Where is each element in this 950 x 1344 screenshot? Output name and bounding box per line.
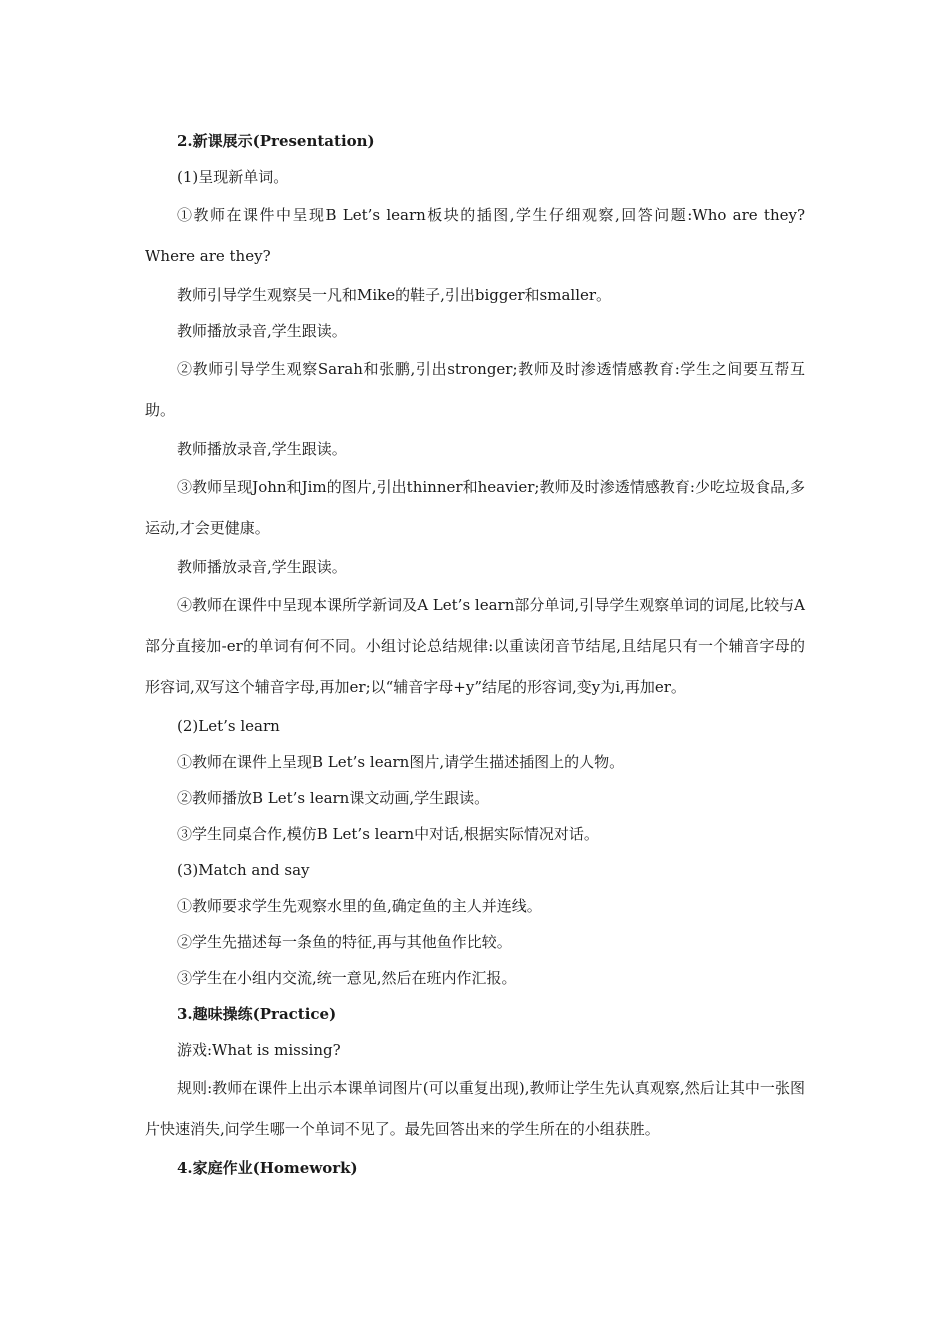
subheading-lets-learn: (2)Let’s learn bbox=[177, 717, 280, 735]
subheading-new-words: (1)呈现新单词。 bbox=[177, 168, 289, 186]
section-heading-homework: 4.家庭作业(Homework) bbox=[177, 1159, 358, 1177]
paragraph-step-2: ②教师引导学生观察Sarah和张鹏,引出stronger;教师及时渗透情感教育:学生之间要互帮互助。 bbox=[145, 360, 805, 419]
paragraph-step-4: ④教师在课件中呈现本课所学新词及A Let’s learn部分单词,引导学生观察单词的词尾,比较与A部分直接加-er的单词有何不同。小组讨论总结规律:以重读闭音节结尾,且结尾只有一个辅音字母的形容词,双写这个辅音字母,再加er;以“辅音字母+y”结尾的形容词,变y为i,再加er。 bbox=[145, 596, 805, 696]
subheading-match-and-say: (3)Match and say bbox=[177, 861, 310, 879]
paragraph-step-3: ③教师呈现John和Jim的图片,引出thinner和heavier;教师及时渗透情感教育:少吃垃圾食品,多运动,才会更健康。 bbox=[145, 478, 805, 537]
paragraph-lets-learn-3: ③学生同桌合作,模仿B Let’s learn中对话,根据实际情况对话。 bbox=[177, 825, 599, 843]
paragraph-game: 游戏:What is missing? bbox=[177, 1041, 341, 1059]
paragraph-play-recording-2: 教师播放录音,学生跟读。 bbox=[177, 440, 347, 458]
section-heading-practice: 3.趣味操练(Practice) bbox=[177, 1005, 337, 1023]
paragraph-lets-learn-1: ①教师在课件上呈现B Let’s learn图片,请学生描述插图上的人物。 bbox=[177, 753, 625, 771]
paragraph-play-recording-3: 教师播放录音,学生跟读。 bbox=[177, 558, 347, 576]
document-body bbox=[145, 123, 805, 1186]
paragraph-match-3: ③学生在小组内交流,统一意见,然后在班内作汇报。 bbox=[177, 969, 517, 987]
paragraph-step-1: ①教师在课件中呈现B Let’s learn板块的插图,学生仔细观察,回答问题:Who are they?Where are they? bbox=[145, 206, 805, 265]
paragraph-shoes: 教师引导学生观察吴一凡和Mike的鞋子,引出bigger和smaller。 bbox=[177, 286, 612, 304]
paragraph-match-1: ①教师要求学生先观察水里的鱼,确定鱼的主人并连线。 bbox=[177, 897, 542, 915]
paragraph-lets-learn-2: ②教师播放B Let’s learn课文动画,学生跟读。 bbox=[177, 789, 490, 807]
paragraph-play-recording-1: 教师播放录音,学生跟读。 bbox=[177, 322, 347, 340]
section-heading-presentation: 2.新课展示(Presentation) bbox=[177, 132, 375, 150]
paragraph-rules: 规则:教师在课件上出示本课单词图片(可以重复出现),教师让学生先认真观察,然后让其中一张图片快速消失,问学生哪一个单词不见了。最先回答出来的学生所在的小组获胜。 bbox=[145, 1079, 805, 1138]
paragraph-match-2: ②学生先描述每一条鱼的特征,再与其他鱼作比较。 bbox=[177, 933, 512, 951]
